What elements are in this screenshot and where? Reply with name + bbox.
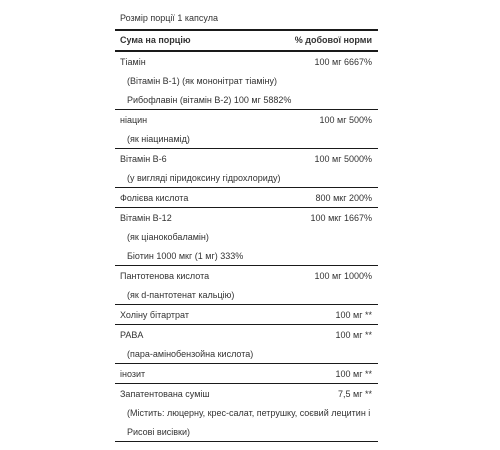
nutrient-value: 100 мкг 1667% <box>310 212 372 223</box>
nutrient-name: Вітамін В-6 <box>120 153 167 164</box>
nutrient-value: 100 мг 5000% <box>314 153 372 164</box>
nutrient-name: (як ніацинамід) <box>127 133 190 144</box>
nutrient-group <box>115 305 378 324</box>
nutrient-value: 100 мг ** <box>335 368 372 379</box>
nutrient-group <box>115 325 378 363</box>
serving-size: Розмір порції 1 капсула <box>120 13 218 23</box>
nutrient-line <box>115 52 378 71</box>
nutrient-name: (як d-пантотенат кальцію) <box>127 289 235 300</box>
nutrient-line <box>115 305 378 324</box>
nutrient-name: (Вітамін В-1) (як мононітрат тіаміну) <box>127 75 277 86</box>
nutrient-name: PABA <box>120 329 144 340</box>
nutrient-name: Фолієва кислота <box>120 192 189 203</box>
nutrient-line <box>115 422 378 441</box>
nutrient-line <box>115 227 378 246</box>
nutrient-name: ніацин <box>120 114 148 125</box>
nutrient-group <box>115 110 378 148</box>
nutrient-line <box>115 266 378 285</box>
nutrient-value: 100 мг 500% <box>319 114 372 125</box>
nutrient-line <box>115 384 378 403</box>
nutrient-name: Тіамін <box>120 56 146 67</box>
nutrient-line <box>115 149 378 168</box>
nutrient-name: Вітамін В-12 <box>120 212 172 223</box>
header-daily-value: % добової норми <box>294 35 372 45</box>
nutrient-line <box>115 71 378 90</box>
header-amount-per-serving: Сума на порцію <box>120 35 191 45</box>
supplement-facts-table <box>115 8 378 442</box>
nutrient-value: 7,5 мг ** <box>338 388 372 399</box>
nutrient-line <box>115 208 378 227</box>
nutrient-line <box>115 90 378 109</box>
nutrient-name: Холіну бітартрат <box>120 309 189 320</box>
row-divider <box>115 441 378 442</box>
nutrient-line <box>115 168 378 187</box>
nutrient-group <box>115 364 378 383</box>
nutrient-value: 100 мг 1000% <box>314 270 372 281</box>
nutrient-name: Запатентована суміш <box>120 388 210 399</box>
nutrient-name: (у вигляді піридоксину гідрохлориду) <box>127 172 281 183</box>
nutrient-rows <box>115 52 378 442</box>
nutrient-line <box>115 403 378 422</box>
nutrient-name: Біотин 1000 мкг (1 мг) 333% <box>127 250 244 261</box>
nutrient-line <box>115 285 378 304</box>
nutrient-line <box>115 344 378 363</box>
nutrient-group <box>115 188 378 207</box>
nutrient-value: 100 мг 6667% <box>314 56 372 67</box>
nutrient-value: 100 мг ** <box>335 329 372 340</box>
nutrient-name: інозит <box>120 368 146 379</box>
nutrient-group <box>115 266 378 304</box>
nutrient-name: Рисові висівки) <box>127 426 190 437</box>
nutrient-line <box>115 129 378 148</box>
nutrient-line <box>115 188 378 207</box>
nutrient-line <box>115 246 378 265</box>
nutrient-name: (пара-амінобензойна кислота) <box>127 348 254 359</box>
table-header <box>115 31 378 50</box>
nutrient-group <box>115 52 378 109</box>
nutrient-line <box>115 364 378 383</box>
nutrient-line <box>115 325 378 344</box>
nutrient-name: (як ціанокобаламін) <box>127 231 209 242</box>
nutrient-value: 800 мкг 200% <box>315 192 372 203</box>
nutrient-name: Пантотенова кислота <box>120 270 210 281</box>
nutrient-line <box>115 110 378 129</box>
nutrient-value: 100 мг ** <box>335 309 372 320</box>
nutrient-group <box>115 208 378 265</box>
nutrient-group <box>115 149 378 187</box>
nutrient-name: (Містить: люцерну, крес-салат, петрушку, соєвий лецитин і <box>127 407 371 418</box>
nutrient-name: Рибофлавін (вітамін В-2) 100 мг 5882% <box>127 94 292 105</box>
nutrient-group <box>115 384 378 441</box>
